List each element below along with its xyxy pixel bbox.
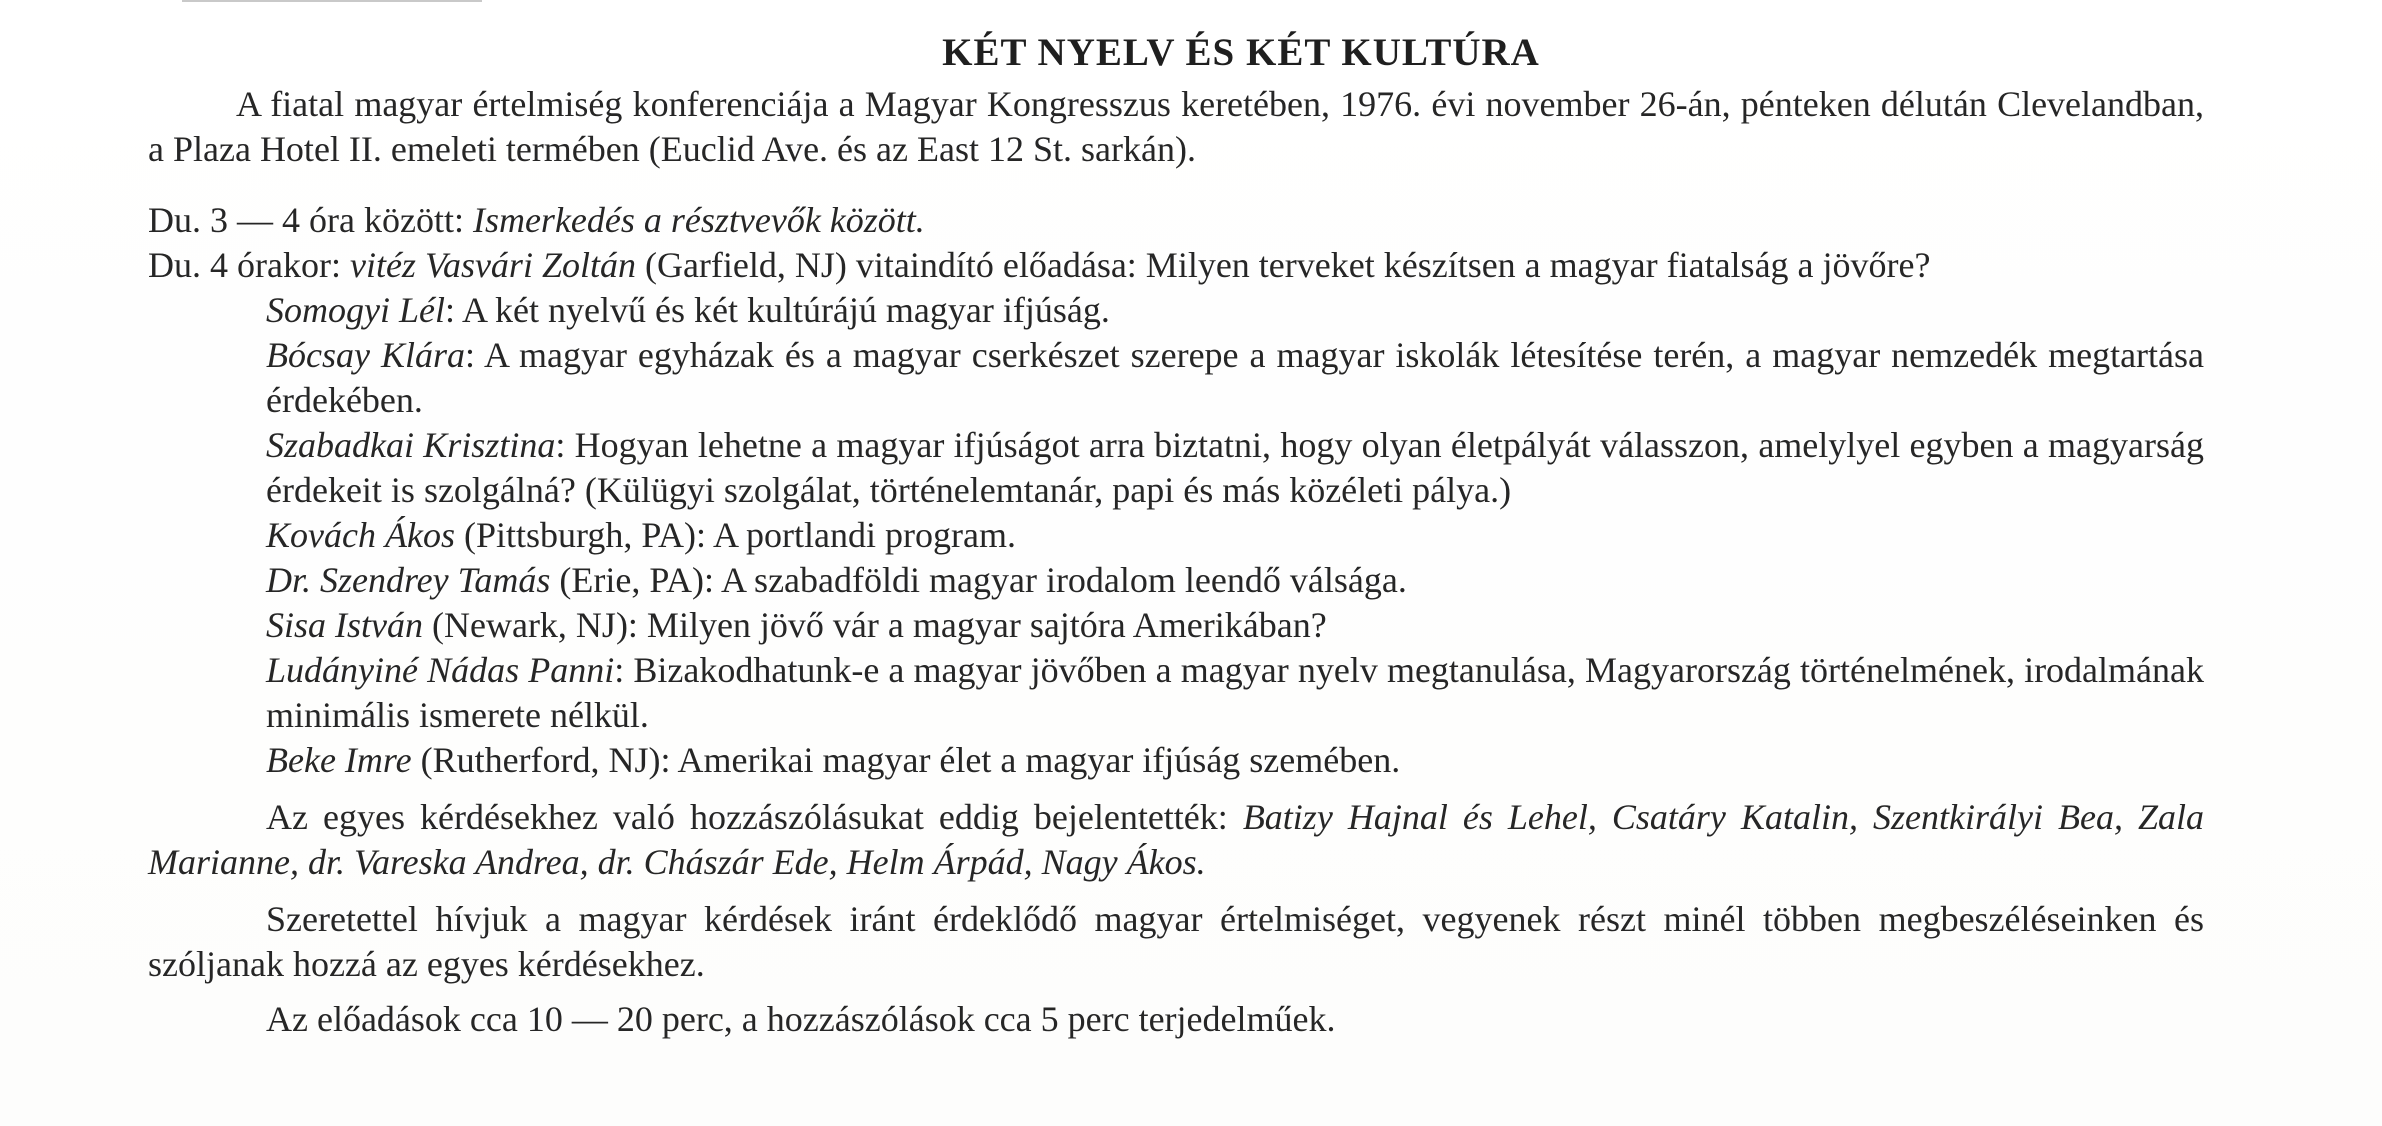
- section-spacer: [148, 172, 2204, 198]
- speaker-item-ludanyine: [266, 648, 2204, 738]
- commenters-paragraph: [148, 795, 2204, 885]
- keynote-speaker-name: vitéz Vasvári Zoltán: [349, 245, 636, 285]
- speaker-item-szabadkai: [266, 423, 2204, 513]
- duration-paragraph: Az előadások cca 10 — 20 perc, a hozzászólások cca 5 perc terjedelműek.: [266, 999, 1336, 1039]
- schedule-time: Du. 3 — 4 óra között:: [148, 200, 473, 240]
- speaker-name: Dr. Szendrey Tamás: [266, 560, 551, 600]
- speaker-name: Sisa István: [266, 605, 423, 645]
- schedule-item-keynote: [148, 243, 2204, 288]
- speaker-name: Kovách Ákos: [266, 515, 455, 555]
- speaker-topic: : A két nyelvű és két kultúrájú magyar ifjúság.: [444, 290, 1110, 330]
- speaker-topic: (Newark, NJ): Milyen jövő vár a magyar sajtóra Amerikában?: [423, 605, 1327, 645]
- document-title: KÉT NYELV ÉS KÉT KULTÚRA: [942, 31, 1540, 74]
- invitation-paragraph: Szeretettel hívjuk a magyar kérdések iránt érdeklődő magyar értelmiséget, vegyenek részt minél többen megbeszéléseinken és szóljanak hozzá az egyes kérdésekhez.: [148, 899, 2204, 984]
- speaker-item-kovach: [266, 513, 2204, 558]
- schedule-time: Du. 4 órakor:: [148, 245, 350, 285]
- speaker-topic: (Pittsburgh, PA): A portlandi program.: [454, 515, 1016, 555]
- intro-paragraph: A fiatal magyar értelmiség konferenciája a Magyar Kongresszus keretében, 1976. évi november 26-án, pénteken délután Clevelandban, a Plaza Hotel II. emeleti termében (Euclid Ave. és az East 12 St. sarkán).: [148, 84, 2204, 169]
- speaker-name: Bócsay Klára: [266, 335, 465, 375]
- speaker-name: Ludányiné Nádas Panni: [266, 650, 615, 690]
- commenters-names: Batizy Hajnal és Lehel, Csatáry Katalin, Szentkirályi Bea, Zala Marianne, dr. Vareska Andrea, dr. Chászár Ede, Helm Árpád, Nagy Ákos.: [148, 797, 2204, 882]
- schedule-item-ismerkedes: [148, 198, 2204, 243]
- commenters-lead: Az egyes kérdésekhez való hozzászólásukat eddig bejelentették:: [266, 797, 1243, 837]
- speaker-topic: : Hogyan lehetne a magyar ifjúságot arra biztatni, hogy olyan életpályát válasszon, amelylyel egyben a magyarság érdekeit is szolgálná? (Külügyi szolgálat, történelemtanár, papi és más közéleti pálya.): [266, 425, 2204, 510]
- schedule-activity: Ismerkedés a résztvevők között.: [472, 200, 925, 240]
- speaker-topic: (Erie, PA): A szabadföldi magyar irodalom leendő válsága.: [550, 560, 1407, 600]
- speaker-topic: : Bizakodhatunk-e a magyar jövőben a magyar nyelv megtanulása, Magyarország történelmének, irodalmának minimális ismerete nélkül.: [266, 650, 2204, 735]
- speaker-topic: : A magyar egyházak és a magyar cserkészet szerepe a magyar iskolák létesítése terén, a magyar nemzedék megtartása érdekében.: [266, 335, 2205, 420]
- speaker-item-somogyi: [266, 288, 2204, 333]
- speaker-item-bocsay: [266, 333, 2204, 423]
- top-rule: [182, 0, 482, 2]
- speaker-item-beke: [266, 738, 2204, 783]
- speaker-name: Beke Imre: [266, 740, 412, 780]
- speaker-topic: (Rutherford, NJ): Amerikai magyar élet a magyar ifjúság szemében.: [411, 740, 1401, 780]
- speaker-name: Szabadkai Krisztina: [266, 425, 556, 465]
- speaker-name: Somogyi Lél: [266, 290, 445, 330]
- speaker-item-szendrey: [266, 558, 2204, 603]
- keynote-text: (Garfield, NJ) vitaindító előadása: Milyen terveket készítsen a magyar fiatalság a jövőre?: [635, 245, 1931, 285]
- speaker-item-sisa: [266, 603, 2204, 648]
- document-body: [148, 18, 2204, 1042]
